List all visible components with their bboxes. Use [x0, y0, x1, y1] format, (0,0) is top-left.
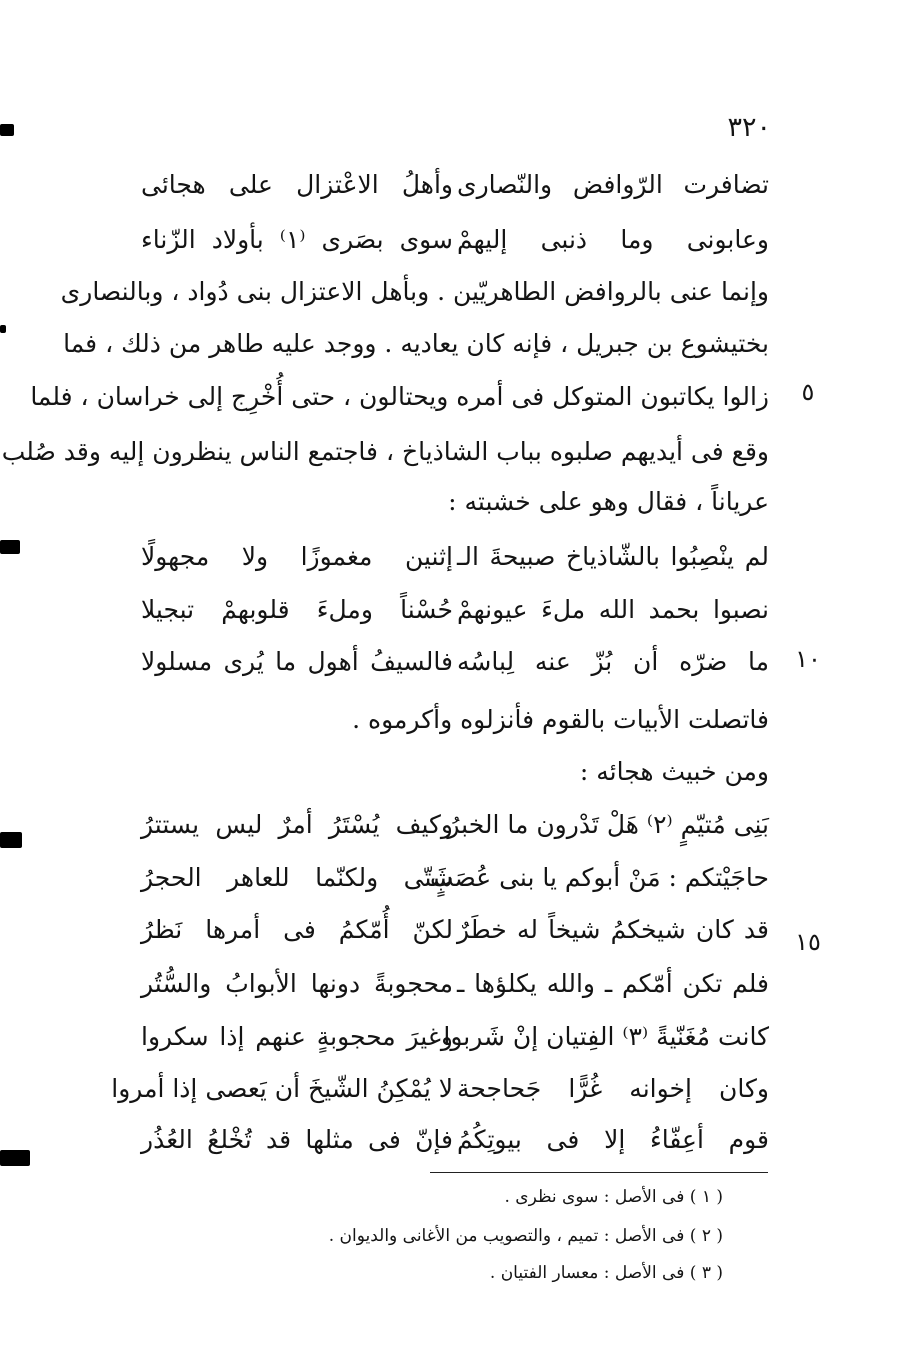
verse-first-hemistich: قد كان شيخكمُ شيخاً له خطَرٌ — [457, 915, 769, 944]
verse-line — [141, 856, 769, 900]
verse-second-hemistich: وغيرَ محجوبةٍ عنهم إذا سكروا — [141, 1022, 453, 1051]
verse-first-hemistich: وكان إخوانه غُرًّا جَحاجحة — [457, 1074, 769, 1103]
footnote-separator — [430, 1172, 768, 1173]
verse-line — [141, 588, 769, 632]
verse-second-hemistich: سوى بصَرى ⁽١⁾ بأولاد الزّناء — [141, 225, 454, 254]
verse-second-hemistich: محجوبةً دونها الأبوابُ والسُّتُر — [141, 969, 453, 998]
scan-mark — [0, 832, 22, 848]
footnote-number: ( ٣ ) — [689, 1263, 723, 1283]
margin-line-number: ١٠ — [795, 645, 821, 673]
footnote-number: ( ٢ ) — [689, 1226, 723, 1246]
verse-first-hemistich: فلم تكن أمّكم ـ والله يكلؤها ـ — [457, 969, 769, 998]
verse-line — [141, 640, 769, 684]
verse-first-hemistich: نصبوا بحمد الله ملءَ عيونهمْ — [457, 595, 769, 624]
verse-line — [111, 1067, 769, 1111]
verse-line — [141, 962, 769, 1006]
verse-line — [141, 535, 769, 579]
prose-line: وإنما عنى بالروافض الطاهريّين . وبأهل الاعتزال بنى دُواد ، وبالنصارى — [60, 277, 769, 306]
verse-first-hemistich: لم ينْصِبُوا بالشّاذياخ صبيحةَ الـ — [457, 542, 769, 571]
verse-second-hemistich: فالسيفُ أهول ما يُرى مسلولا — [141, 647, 453, 676]
verse-second-hemistich: وأهلُ الاعْتزال على هجائى — [141, 170, 453, 199]
scan-mark — [0, 124, 14, 136]
verse-line — [141, 163, 769, 207]
verse-second-hemistich: وكيف يُسْتَرُ أمرٌ ليس يستترُ — [141, 810, 453, 839]
verse-first-hemistich: وعابونى وما ذنبى إليهمْ — [457, 225, 769, 254]
verse-first-hemistich: بَنِى مُتيّمٍ ⁽٢⁾ هَلْ تَدْرون ما الخبرُ — [447, 810, 769, 839]
footnote-number: ( ١ ) — [689, 1187, 723, 1207]
verse-first-hemistich: حاجَيْتكم : مَنْ أبوكم يا بنى عُصَبٍ — [429, 863, 769, 892]
verse-first-hemistich: كانت مُغَنّيةً ⁽٣⁾ الفِتيان إنْ شَربوا — [443, 1022, 769, 1051]
verse-second-hemistich: إثنين مغموزًا ولا مجهولًا — [141, 542, 453, 571]
verse-second-hemistich: حُسْناً وملءَ قلوبهمْ تبجيلا — [141, 595, 453, 624]
verse-second-hemistich: شَتّى ولكنّما للعاهر الحجرُ — [141, 863, 453, 892]
verse-line — [141, 1118, 769, 1162]
footnote — [163, 1182, 723, 1212]
verse-line — [141, 908, 769, 952]
section-intro: ومن خبيث هجائه : — [579, 757, 769, 786]
scan-mark — [0, 1150, 30, 1166]
prose-line: وقع فى أيديهم صلبوه بباب الشاذياخ ، فاجتمع الناس ينظرون إليه وقد صُلب — [1, 437, 769, 466]
margin-line-number: ٥ — [801, 378, 815, 406]
prose-line: بختيشوع بن جبريل ، فإنه كان يعاديه . ووجد عليه طاهر من ذلك ، فما — [63, 329, 769, 358]
scan-mark — [0, 325, 6, 333]
footnote-text: فى الأصل : معسار الفتيان . — [489, 1263, 685, 1283]
verse-first-hemistich: تضافرت الرّوافض والنّصارى — [457, 170, 769, 199]
verse-line — [141, 218, 769, 262]
footnote-text: فى الأصل : سوى نظرى . — [504, 1187, 685, 1207]
footnote-text: فى الأصل : تميم ، والتصويب من الأغانى والديوان . — [328, 1226, 685, 1246]
verse-line — [141, 1015, 769, 1059]
footnote — [163, 1258, 723, 1288]
verse-second-hemistich: فإنّ فى مثلها قد تُخْلعُ العُذُر — [141, 1125, 453, 1154]
verse-second-hemistich: لكنّ أُمّكمُ فى أمرها نَظرُ — [141, 915, 453, 944]
verse-first-hemistich: ما ضرّه أن بُزّ عنه لِباسُه — [457, 647, 769, 676]
verse-line — [141, 803, 769, 847]
scan-mark — [0, 540, 20, 554]
margin-line-number: ١٥ — [795, 928, 821, 956]
footnote — [163, 1221, 723, 1251]
prose-line: فاتصلت الأبيات بالقوم فأنزلوه وأكرموه . — [352, 705, 769, 734]
prose-line: عرياناً ، فقال وهو على خشبته : — [448, 487, 769, 516]
prose-line: زالوا يكاتبون المتوكل فى أمره ويحتالون ، حتى أُخْرِج إلى خراسان ، فلما — [30, 382, 769, 411]
verse-second-hemistich: لا يُمْكِنُ الشّيخَ أن يَعصى إذا أمروا — [111, 1074, 453, 1103]
verse-first-hemistich: قوم أعِفّاءُ إلا فى بيوتِكُمُ — [457, 1125, 769, 1154]
page-number: ٣٢٠ — [727, 112, 771, 143]
